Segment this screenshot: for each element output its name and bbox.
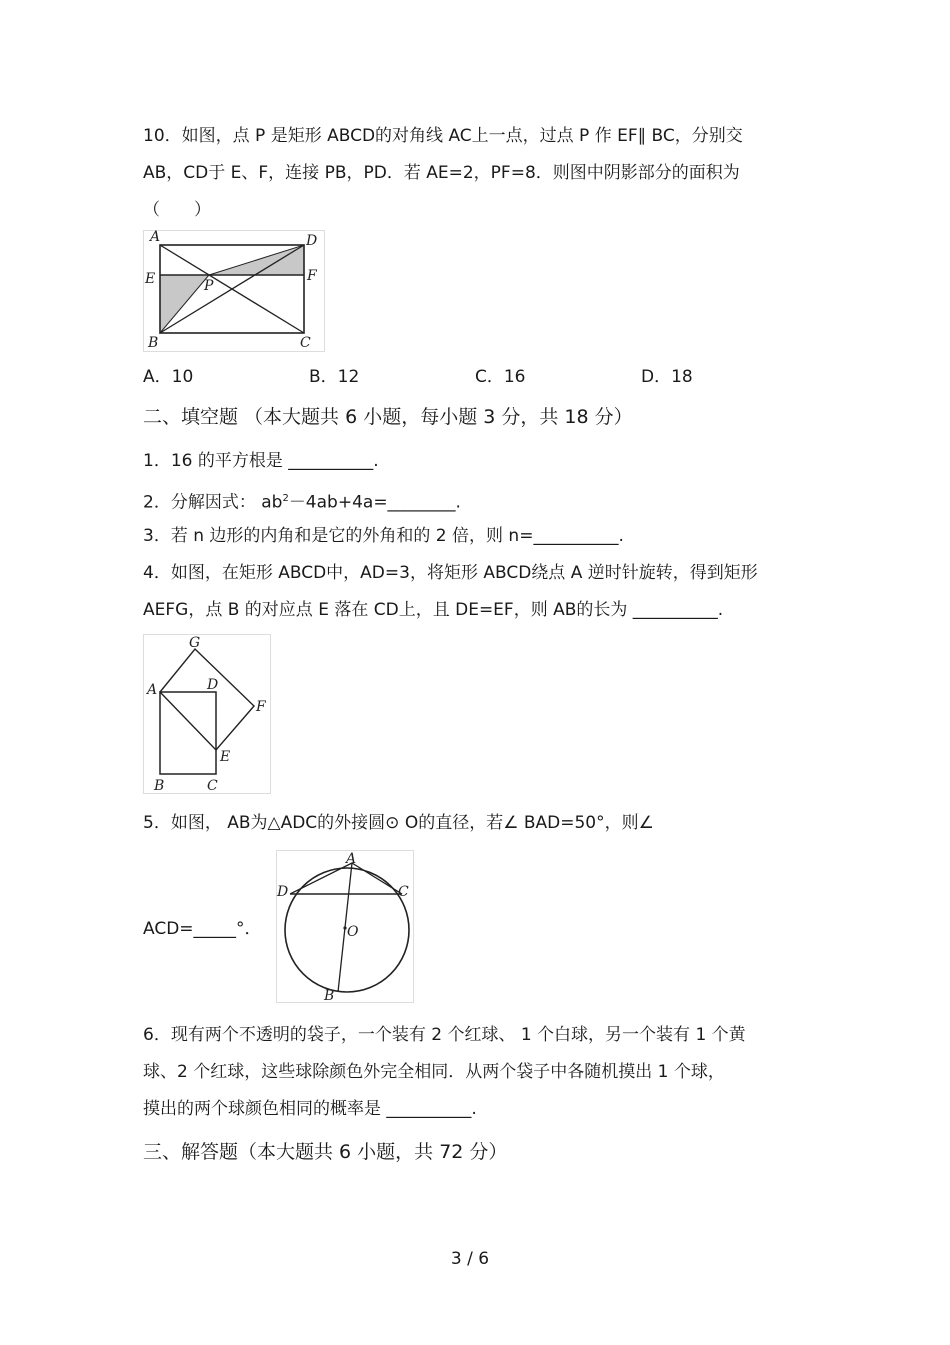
section-2-title: 二、填空题 （本大题共 6 小题，每小题 3 分，共 18 分） (143, 406, 633, 428)
label-F: F (307, 268, 317, 284)
q6-line-1: 6．现有两个不透明的袋子，一个装有 2 个红球、 1 个白球，另一个装有 1 个黄 (143, 1025, 746, 1045)
q10-figure (143, 230, 325, 352)
q2-text (143, 488, 461, 514)
q3-text: 3．若 n 边形的内角和是它的外角和的 2 倍，则 n=__________. (143, 526, 624, 546)
label-P: P (204, 278, 214, 294)
label-F: F (256, 699, 266, 715)
q5-figure (276, 850, 414, 1003)
q10-line-1: 10．如图，点 P 是矩形 ABCD的对角线 AC上一点，过点 P 作 EF∥ BC，分别交 (143, 126, 743, 146)
q10-line-2: AB，CD于 E、F，连接 PB，PD．若 AE=2，PF=8．则图中阴影部分的面积为 (143, 163, 740, 183)
page-number: 3 / 6 (450, 1249, 490, 1269)
section-3-title: 三、解答题（本大题共 6 小题，共 72 分） (143, 1141, 508, 1163)
label-O: O (347, 924, 359, 940)
label-C: C (300, 335, 311, 351)
label-G: G (189, 635, 201, 651)
choice-b: B．12 (309, 367, 360, 387)
q1-text: 1．16 的平方根是 __________. (143, 451, 379, 471)
q6-line-2: 球、2 个红球，这些球除颜色外完全相同．从两个袋子中各随机摸出 1 个球， (143, 1062, 725, 1082)
q4-figure (143, 634, 271, 794)
label-B: B (154, 778, 165, 794)
shaded-triangle-right (209, 245, 304, 275)
label-D: D (207, 677, 219, 693)
label-B: B (324, 988, 335, 1003)
q4-line-2: AEFG，点 B 的对应点 E 落在 CD上，且 DE=EF，则 AB的长为 __________. (143, 600, 724, 620)
q5-line-2: ACD=_____°． (143, 919, 262, 939)
choice-a: A．10 (143, 367, 194, 387)
choice-c: C．16 (475, 367, 526, 387)
q2-suffix: －4ab+4a=________. (288, 492, 461, 513)
label-A: A (346, 851, 357, 867)
label-B: B (148, 335, 159, 351)
choice-d: D．18 (641, 367, 693, 387)
q10-line-3: （ ） (143, 200, 211, 220)
label-C: C (398, 884, 409, 900)
q2-prefix: 2．分解因式： ab (143, 492, 283, 513)
q4-line-1: 4．如图，在矩形 ABCD中，AD=3，将矩形 ABCD绕点 A 逆时针旋转，得到矩形 (143, 563, 758, 583)
label-A: A (147, 682, 158, 698)
label-E: E (145, 271, 156, 287)
q5-line-1: 5．如图， AB为△ADC的外接圆⊙ O的直径，若∠ BAD=50°，则∠ (143, 813, 654, 833)
label-E: E (220, 749, 231, 765)
shaded-triangle-left (160, 275, 209, 333)
q6-line-3: 摸出的两个球颜色相同的概率是 __________. (143, 1099, 477, 1119)
q2-exponent: 2 (282, 493, 289, 504)
label-A: A (150, 230, 161, 245)
label-C: C (207, 778, 218, 794)
label-D: D (306, 233, 318, 249)
label-D: D (277, 884, 289, 900)
